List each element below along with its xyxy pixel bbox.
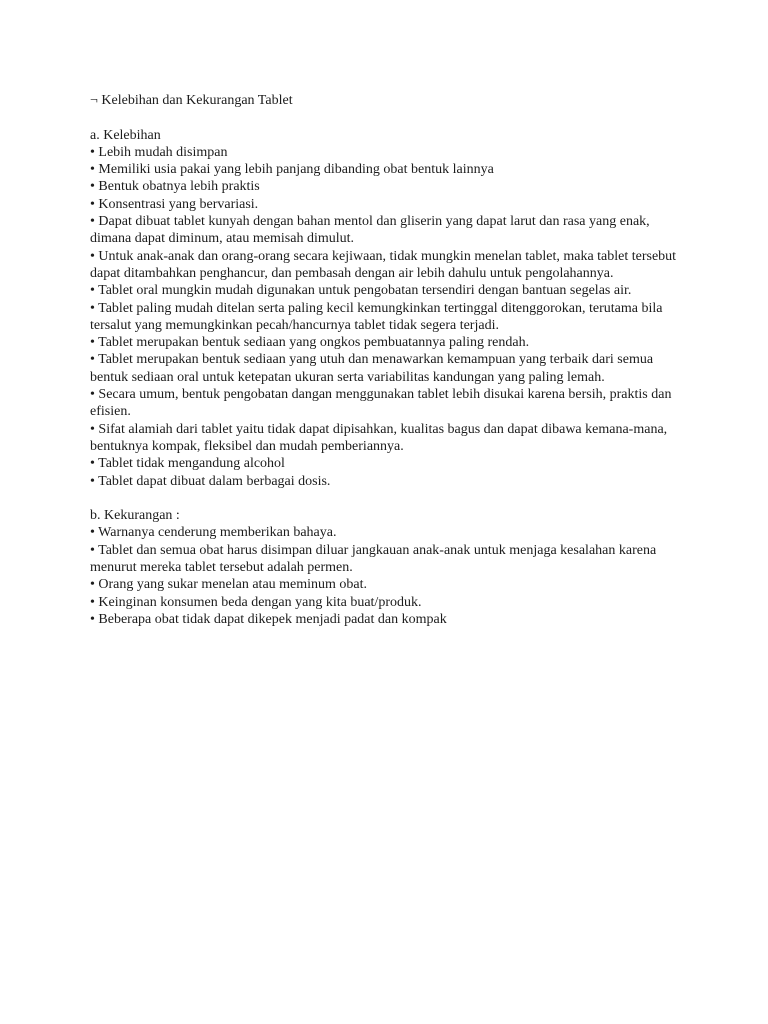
- list-item: • Keinginan konsumen beda dengan yang kita buat/produk.: [90, 594, 422, 610]
- list-item: • Untuk anak-anak dan orang-orang secara kejiwaan, tidak mungkin menelan tablet, maka tablet tersebut dapat ditambahkan penghancur, dan pembasah dengan air lebih dahulu untuk pengolahannya.: [90, 248, 677, 281]
- spacer: [90, 490, 690, 507]
- spacer: [90, 109, 690, 126]
- list-item: • Memiliki usia pakai yang lebih panjang dibanding obat bentuk lainnya: [90, 162, 494, 178]
- document-body: [90, 92, 690, 628]
- kelebihan-list: [90, 144, 690, 490]
- list-item: • Lebih mudah disimpan: [90, 144, 228, 160]
- list-item: • Warnanya cenderung memberikan bahaya.: [90, 525, 337, 541]
- list-item: • Tablet oral mungkin mudah digunakan untuk pengobatan tersendiri dengan bantuan segelas air.: [90, 283, 632, 299]
- section-heading-kelebihan: a. Kelebihan: [90, 127, 161, 143]
- list-item: • Sifat alamiah dari tablet yaitu tidak dapat dipisahkan, kualitas bagus dan dapat dibawa kemana-mana, bentuknya kompak, fleksibel dan mudah pemberiannya.: [90, 421, 668, 454]
- list-item: • Bentuk obatnya lebih praktis: [90, 179, 260, 195]
- list-item: • Konsentrasi yang bervariasi.: [90, 196, 259, 212]
- list-item: • Beberapa obat tidak dapat dikepek menjadi padat dan kompak: [90, 611, 447, 627]
- list-item: • Dapat dibuat tablet kunyah dengan bahan mentol dan gliserin yang dapat larut dan rasa yang enak, dimana dapat diminum, atau memisah dimulut.: [90, 214, 650, 247]
- kekurangan-list: [90, 524, 690, 628]
- list-item: • Tablet tidak mengandung alcohol: [90, 456, 285, 472]
- list-item: • Orang yang sukar menelan atau meminum obat.: [90, 577, 368, 593]
- list-item: • Tablet dan semua obat harus disimpan diluar jangkauan anak-anak untuk menjaga kesalahan karena menurut mereka tablet tersebut adalah permen.: [90, 542, 657, 576]
- list-item: • Tablet merupakan bentuk sediaan yang utuh dan menawarkan kemampuan yang terbaik dari semua bentuk sediaan oral untuk ketepatan ukuran serta variabilitas kandungan yang paling lemah.: [90, 352, 654, 385]
- list-item: • Tablet merupakan bentuk sediaan yang ongkos pembuatannya paling rendah.: [90, 335, 530, 351]
- list-item: • Tablet dapat dibuat dalam berbagai dosis.: [90, 473, 331, 489]
- section-heading-kekurangan: b. Kekurangan :: [90, 508, 180, 524]
- list-item: • Tablet paling mudah ditelan serta paling kecil kemungkinkan tertinggal ditenggorokan, terutama bila tersalut yang memungkinkan pecah/hancurnya tablet tidak segera terjadi.: [90, 300, 663, 333]
- list-item: • Secara umum, bentuk pengobatan dangan menggunakan tablet lebih disukai karena bersih, praktis dan efisien.: [90, 387, 672, 420]
- document-title: ¬ Kelebihan dan Kekurangan Tablet: [90, 93, 293, 108]
